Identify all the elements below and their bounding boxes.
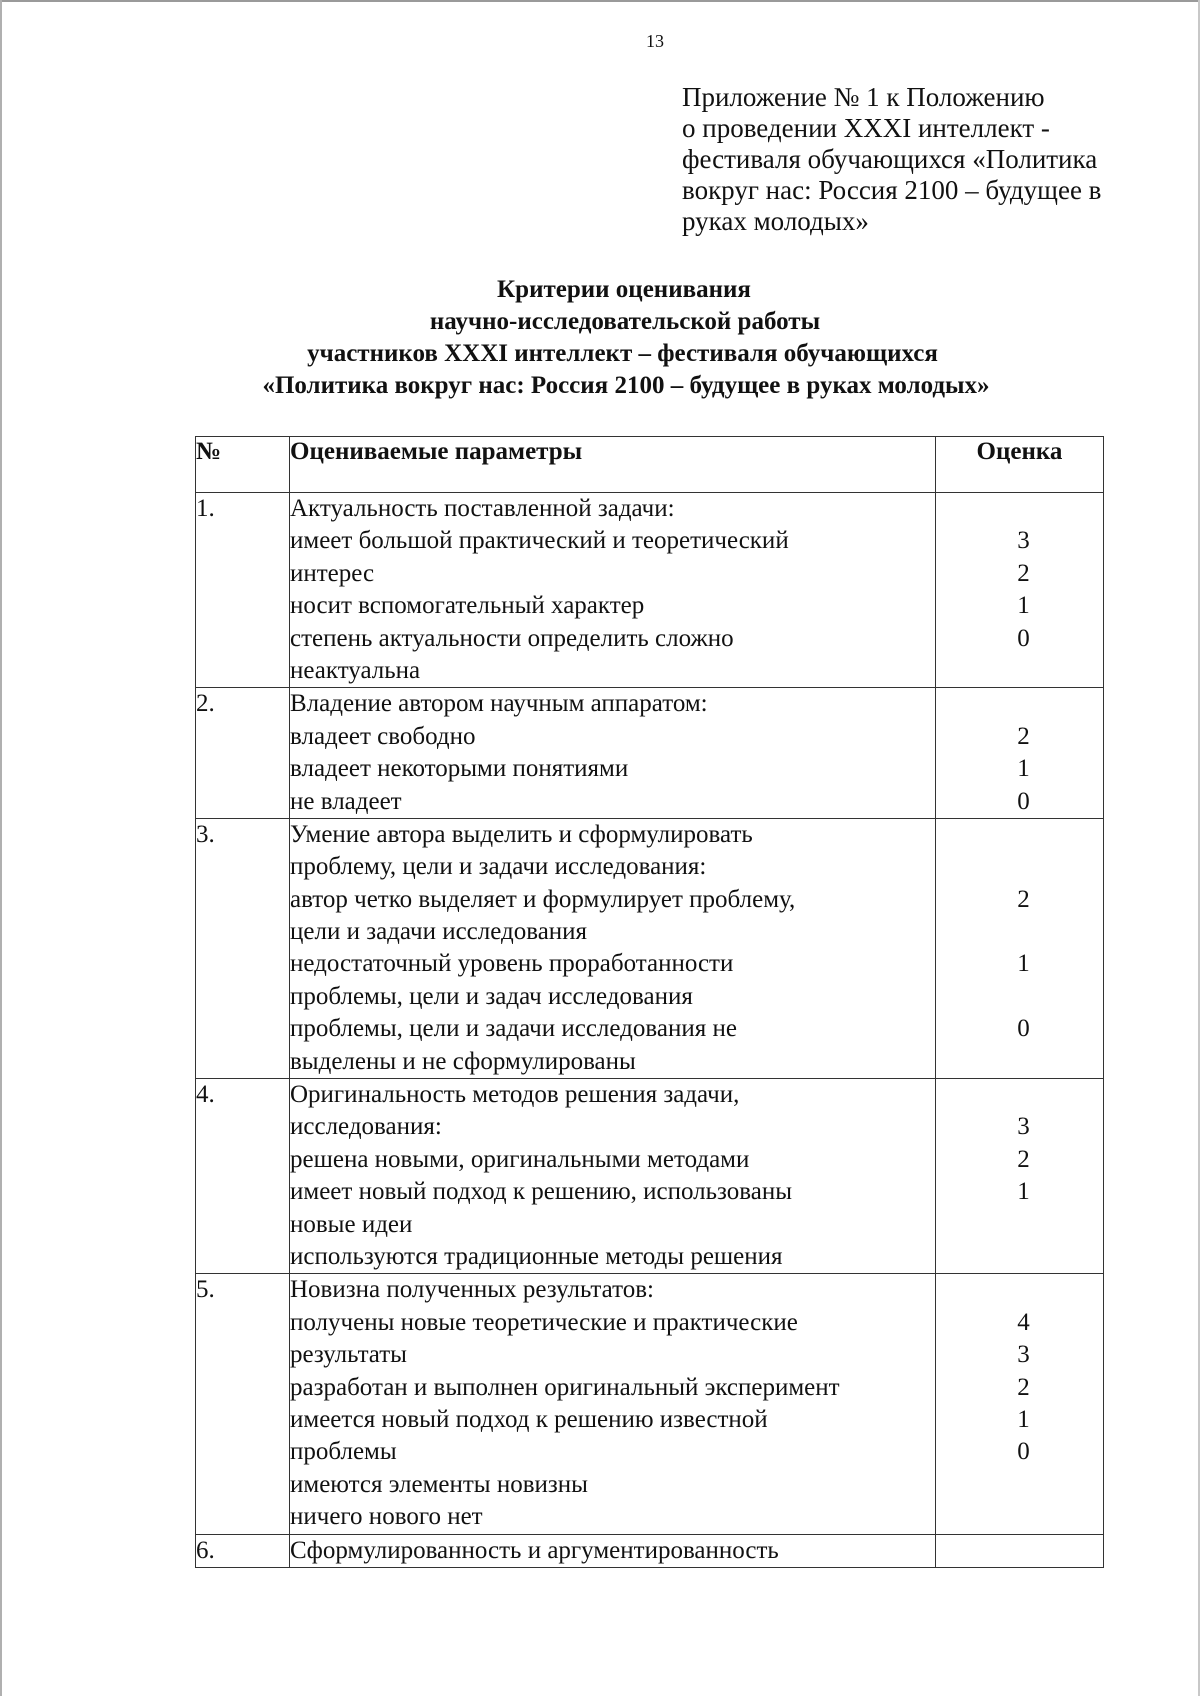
page-number: 13	[646, 31, 664, 51]
score-value	[936, 981, 1103, 1013]
page-edge-top	[0, 0, 1200, 2]
score-value	[936, 851, 1103, 883]
criterion-number: 4.	[196, 1079, 290, 1274]
parameter-line: новые идеи	[290, 1210, 413, 1238]
parameter-line: получены новые теоретические и практические	[290, 1308, 798, 1336]
criterion-parameters	[290, 1534, 936, 1567]
parameter-line: носит вспомогательный характер	[290, 592, 645, 620]
criterion-number: 1.	[196, 493, 290, 688]
score-value	[936, 1535, 1103, 1567]
table-row	[196, 688, 1104, 819]
parameter-line: Сформулированность и аргументированность	[290, 1536, 779, 1564]
criterion-scores	[936, 688, 1104, 819]
criterion-number: 5.	[196, 1274, 290, 1534]
criterion-number: 6.	[196, 1534, 290, 1567]
parameter-line: степень актуальности определить сложно	[290, 624, 734, 652]
parameter-line: имеются элементы новизны	[290, 1470, 588, 1498]
score-value: 1	[1017, 592, 1030, 620]
criteria-table-body	[196, 493, 1104, 1568]
criterion-scores	[936, 493, 1104, 688]
score-value: 1	[1017, 755, 1030, 783]
column-header-score: Оценка	[936, 437, 1104, 493]
score-value	[936, 1274, 1103, 1306]
parameter-line: выделены и не сформулированы	[290, 1047, 636, 1075]
appendix-reference	[682, 82, 1152, 237]
criterion-parameters	[290, 688, 936, 819]
score-value: 2	[1017, 1145, 1030, 1173]
parameter-line: исследования:	[290, 1113, 442, 1141]
page-edge-left	[0, 0, 2, 1696]
criterion-scores	[936, 1534, 1104, 1567]
parameter-line: Актуальность поставленной задачи:	[290, 495, 675, 522]
score-value	[936, 1241, 1103, 1273]
appendix-line: фестиваля обучающихся «Политика	[682, 144, 1098, 174]
parameter-line: Новизна полученных результатов:	[290, 1276, 654, 1304]
parameter-line: проблемы, цели и задач исследования	[290, 982, 693, 1010]
score-value	[936, 1501, 1103, 1533]
score-value: 2	[1017, 559, 1030, 587]
parameter-line: имеет новый подход к решению, использованы	[290, 1178, 793, 1206]
parameter-line: разработан и выполнен оригинальный эксперимент	[290, 1373, 840, 1401]
parameter-line: проблему, цели и задачи исследования:	[290, 853, 707, 881]
parameter-line: проблемы, цели и задачи исследования не	[290, 1015, 737, 1043]
parameter-line: владеет некоторыми понятиями	[290, 755, 629, 783]
criterion-parameters	[290, 818, 936, 1078]
score-value	[936, 1046, 1103, 1078]
parameter-line: имеет большой практический и теоретический	[290, 527, 789, 555]
appendix-line: о проведении XXXI интеллект -	[682, 113, 1050, 143]
score-value: 1	[1017, 1405, 1030, 1433]
parameter-line: проблемы	[290, 1438, 397, 1466]
score-value	[936, 916, 1103, 948]
parameter-line: результаты	[290, 1341, 407, 1369]
score-value: 0	[1017, 787, 1030, 815]
parameter-line: владеет свободно	[290, 722, 476, 750]
score-value	[936, 1079, 1103, 1111]
column-header-number: №	[196, 437, 290, 493]
criteria-table	[195, 436, 1104, 1568]
score-value: 3	[1017, 1113, 1030, 1141]
score-value: 2	[1017, 885, 1030, 913]
score-value	[936, 1469, 1103, 1501]
criterion-scores	[936, 1274, 1104, 1534]
score-value: 0	[1017, 1438, 1030, 1466]
score-value	[936, 493, 1103, 525]
parameter-line: используются традиционные методы решения	[290, 1242, 783, 1270]
parameter-line: Оригинальность методов решения задачи,	[290, 1081, 740, 1109]
parameter-line: имеется новый подход к решению известной	[290, 1405, 768, 1433]
parameter-line: недостаточный уровень проработанности	[290, 950, 734, 978]
score-value	[936, 688, 1103, 720]
score-value: 0	[1017, 624, 1030, 652]
criterion-number: 3.	[196, 818, 290, 1078]
parameter-line: автор четко выделяет и формулирует проблему,	[290, 885, 796, 913]
parameter-line: ничего нового нет	[290, 1503, 483, 1531]
score-value: 3	[1017, 527, 1030, 555]
score-value: 2	[1017, 1373, 1030, 1401]
parameter-line: цели и задачи исследования	[290, 918, 588, 946]
title-line: участников XXXI интеллект – фестиваля обучающихся	[307, 340, 938, 367]
title-line: Критерии оценивания	[497, 276, 751, 303]
score-value	[936, 1209, 1103, 1241]
table-row	[196, 493, 1104, 688]
score-value: 3	[1017, 1341, 1030, 1369]
criterion-scores	[936, 1079, 1104, 1274]
score-value: 0	[1017, 1015, 1030, 1043]
document-title	[0, 274, 1200, 402]
table-row	[196, 1534, 1104, 1567]
parameter-line: Умение автора выделить и сформулировать	[290, 820, 753, 848]
appendix-line: руках молодых»	[682, 206, 869, 236]
parameter-line: решена новыми, оригинальными методами	[290, 1145, 750, 1173]
parameter-line: не владеет	[290, 787, 402, 815]
table-row	[196, 818, 1104, 1078]
table-row	[196, 1274, 1104, 1534]
score-value: 1	[1017, 1178, 1030, 1206]
score-value	[936, 655, 1103, 687]
table-row	[196, 1079, 1104, 1274]
score-value: 2	[1017, 722, 1030, 750]
criterion-parameters	[290, 1274, 936, 1534]
score-value	[936, 819, 1103, 851]
criterion-scores	[936, 818, 1104, 1078]
parameter-line: неактуальна	[290, 656, 421, 684]
title-line: «Политика вокруг нас: Россия 2100 – будущее в руках молодых»	[262, 372, 990, 399]
criterion-parameters	[290, 493, 936, 688]
parameter-line: интерес	[290, 559, 375, 587]
criterion-number: 2.	[196, 688, 290, 819]
column-header-parameters: Оцениваемые параметры	[290, 437, 936, 493]
score-value: 1	[1017, 950, 1030, 978]
title-line: научно-исследовательской работы	[429, 308, 821, 335]
appendix-line: вокруг нас: Россия 2100 – будущее в	[682, 175, 1102, 205]
parameter-line: Владение автором научным аппаратом:	[290, 690, 708, 718]
criterion-parameters	[290, 1079, 936, 1274]
table-header-row	[196, 437, 1104, 493]
score-value: 4	[1017, 1308, 1030, 1336]
appendix-line: Приложение № 1 к Положению	[682, 82, 1045, 112]
